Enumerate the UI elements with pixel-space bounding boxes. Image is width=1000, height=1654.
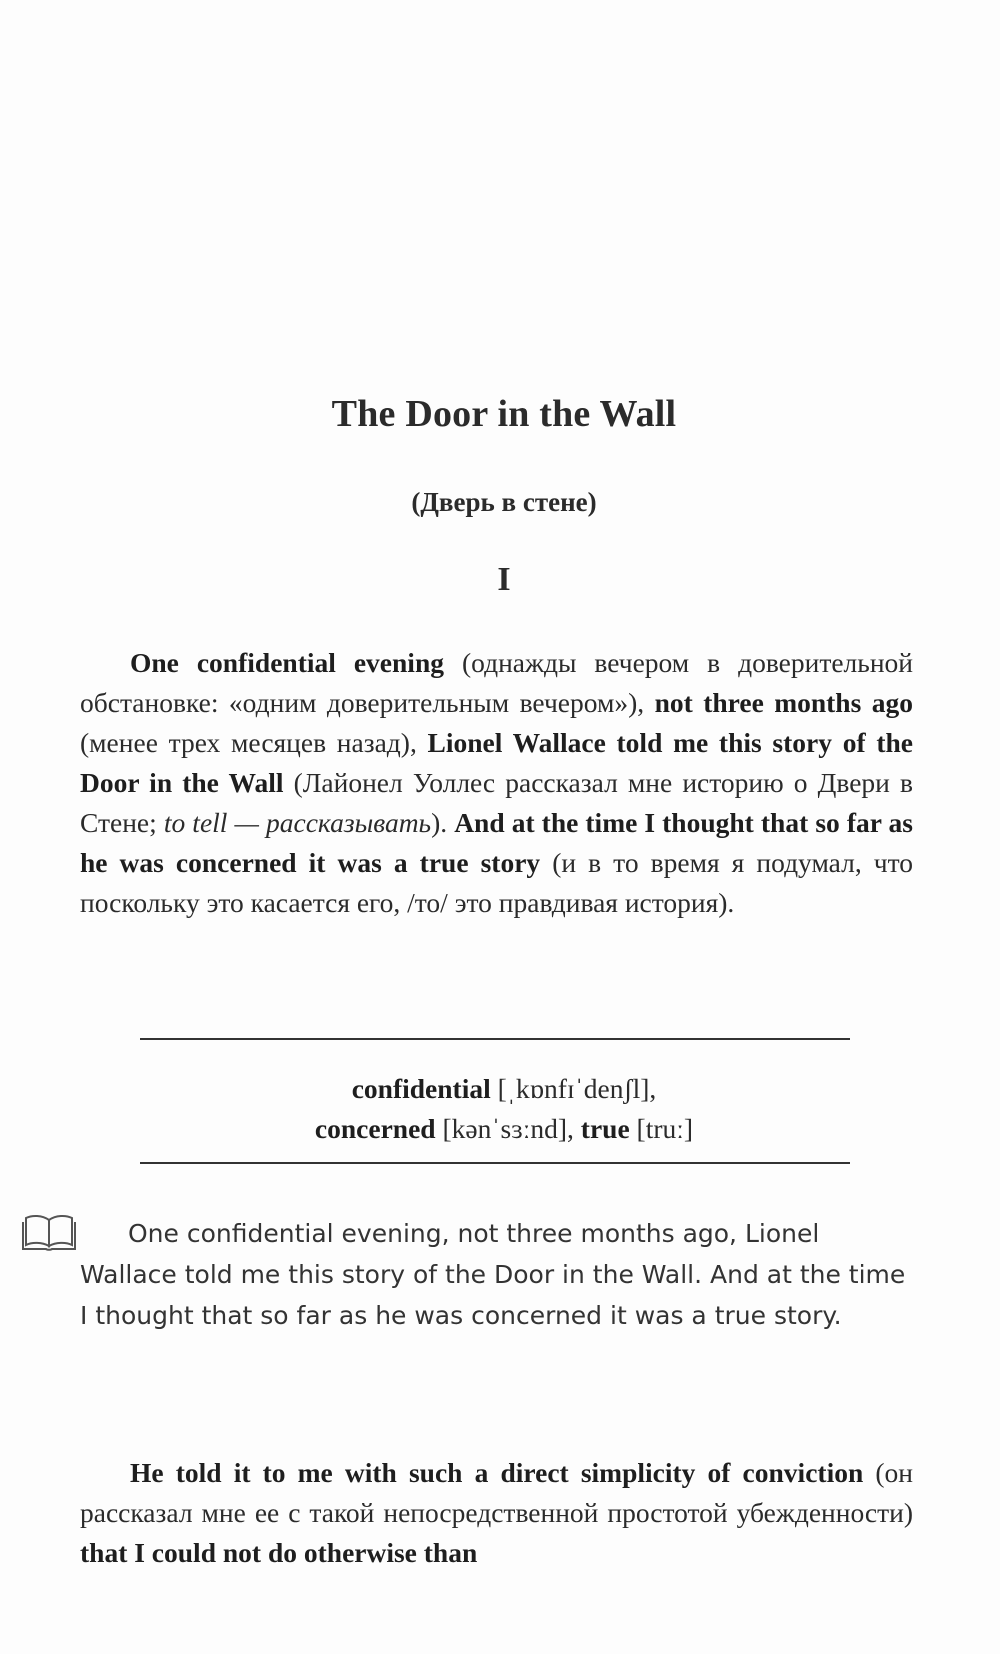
russian-gloss: ). xyxy=(431,807,455,838)
vocab-transcription: [kənˈsɜːnd], xyxy=(435,1113,581,1144)
divider-bottom xyxy=(140,1162,850,1164)
russian-gloss: (однажды вечером в доверительной обстановке: «одним доверительным вечером»), xyxy=(80,647,914,718)
dictionary-note: to tell — рассказывать xyxy=(163,807,432,838)
vocab-word: true xyxy=(580,1113,630,1144)
english-phrase: that I could not do otherwise than xyxy=(80,1537,478,1568)
vocabulary-line-1 xyxy=(0,1069,1000,1109)
vocab-word: concerned xyxy=(314,1113,436,1144)
vocab-word: confidential xyxy=(351,1073,491,1104)
english-phrase: not three months ago xyxy=(654,687,913,718)
russian-gloss: (менее трех месяцев назад), xyxy=(80,727,428,758)
open-book-icon xyxy=(22,1213,76,1251)
vocab-transcription: [ˌkɒnfɪˈdenʃl], xyxy=(490,1073,657,1104)
english-phrase: Lionel Wallace told me this story of the Door in the Wall xyxy=(80,727,913,798)
russian-gloss: (Лайонел Уоллес рассказал мне историю о Двери в Стене; xyxy=(80,767,913,838)
vocab-transcription: [truː] xyxy=(629,1113,694,1144)
annotated-paragraph-2 xyxy=(80,1453,913,1573)
russian-gloss: (он рассказал мне ее с такой непосредственной простотой убежденности) xyxy=(80,1457,914,1528)
english-phrase: One confidential evening xyxy=(130,647,444,678)
story-title: The Door in the Wall xyxy=(331,393,677,435)
story-subtitle: (Дверь в стене) xyxy=(411,487,597,517)
annotated-paragraph-1 xyxy=(80,643,913,923)
english-phrase: He told it to me with such a direct simplicity of conviction xyxy=(130,1457,864,1488)
english-phrase: And at the time I thought that so far as he was concerned it was a true story xyxy=(80,807,913,878)
russian-gloss: (и в то время я подумал, что поскольку это касается его, /то/ это правдивая история). xyxy=(80,847,913,918)
chapter-number: I xyxy=(497,561,511,598)
vocabulary-line-2 xyxy=(0,1109,1000,1149)
divider-top xyxy=(140,1038,850,1040)
reading-text: One confidential evening, not three months ago, Lionel Wallace told me this story of the Door in the Wall. And at the time I thought that so far as he was concerned it was a true story. xyxy=(80,1219,906,1330)
